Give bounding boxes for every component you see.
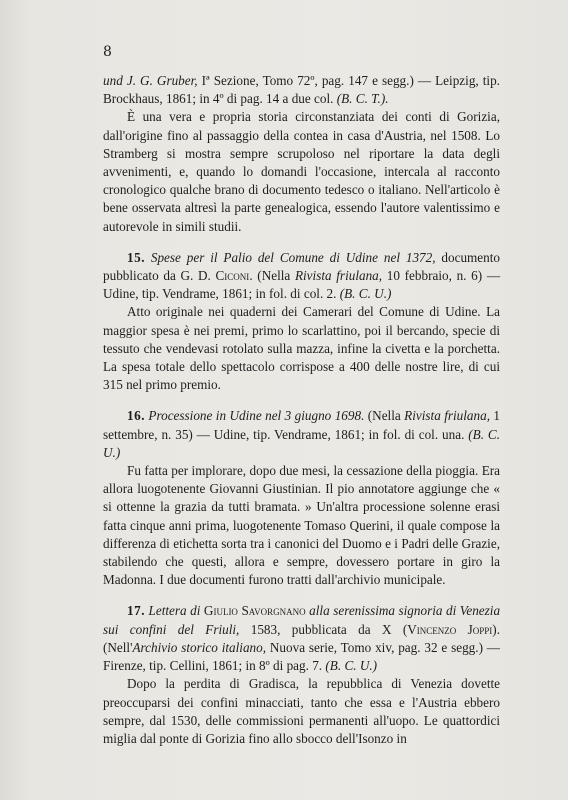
citation-part: Iª Sezione, Tomo 72º, pag. 147 e segg.) — Leipzig, tip. Brockhaus, 1861; in 4º di pag. 14 a due col. [103,73,500,107]
entry-16-citation [103,407,500,462]
page-number: 8 [103,44,112,60]
entry-16-description: Fu fatta per implorare, dopo due mesi, la cessazione della pioggia. Era allora luogotenente Giovanni Giustinian. Il pio annotatore aggiunge che « si ottenne la grazia da tutti bramata. » Un'altra processione solenne erasi fatta cinque anni prima, luogotenente Tomaso Querini, il quale compose la differenza di etichetta sorta tra i canonici del Duomo e i Padri delle Grazie, stabilendo che questi, allora e sempre, dovessero portare in giro la Madonna. I due documenti furono tratti dall'archivio municipale. [103,463,500,588]
citation-part: documento pubblicato da G. D. [103,249,500,284]
journal-name: Rivista friulana, [294,268,383,284]
editor-name: Vincenzo Joppi [407,621,493,637]
entry-gap [103,236,500,249]
library-mark: (B. C. T.). [336,91,389,107]
entry-15-description: Atto originale nei quaderni dei Camerari del Comune di Udine. La maggior spesa è nei premi, primo lo scarlattino, poi il bercando, specie di tessuto che vendevasi rotolato sulla mazza, infine la civetta e la porchetta. La spesa totale dello spettacolo corrispose a 400 delle nostre lire, di cui 315 nel primo premio. [103,304,500,393]
citation-part: 1 settembre, n. 35) — Udine, tip. Vendrame, 1861; in fol. di col. una. [103,408,501,442]
citation-part: und J. G. Gruber, [103,73,198,88]
entry-15-citation [103,249,500,304]
entry-number: 17. [127,603,145,619]
citation-part: (Nella [364,408,405,424]
entry-17-description: Dopo la perdita di Gradisca, la repubblica di Venezia dovette preoccuparsi dei confini minacciati, tanto che essa e l'Austria ebbero sempre, dal 1530, delle commissioni permanenti all'uopo. Le quattordici miglia dal ponte di Gorizia fino allo sbocco dell'Isonzo in [103,676,500,746]
journal-name: Rivista friulana, [404,408,491,424]
entry-title: Processione in Udine nel 3 giugno 1698. [148,408,365,424]
entry-17-citation [103,602,500,675]
entry-gap [103,589,500,602]
library-mark: (B. C. U.) [339,286,392,302]
citation-part: Nuova serie, Tomo xiv, pag. 32 e segg.) — Firenze, tip. Cellini, 1861; in 8º di pag. 7. [103,639,500,674]
entry-14-citation-continued [103,72,500,108]
entry-gap [103,394,500,407]
entry-number: 15. [127,249,145,265]
journal-name: Archivio storico italiano, [132,639,267,655]
entry-number: 16. [127,408,145,424]
page-body [103,72,500,748]
library-mark: (B. C. U.) [325,658,378,674]
citation-part: 10 febbraio, n. 6) — Udine, tip. Vendrame, 1861; in fol. di col. 2. [103,268,501,302]
entry-14-description: È una vera e propria storia circonstanziata dei conti di Gorizia, dall'origine fino al passaggio della contea in casa d'Austria, nel 1508. Lo Stramberg si mostra sempre scrupoloso nel riportare la data degli avvenimenti, e, quando lo domandi l'occasione, intercala al racconto cronologico qualche brano di documento tedesco o italiano. Nell'articolo è bene osservata altresì la parte genealogica, essendo l'autore valentissimo e autorevole in simili studii. [103,109,500,234]
author-name: Giulio Savorgnano [203,603,306,619]
author-name: Ciconi [215,268,250,284]
entry-title-part: Lettera di [148,603,201,619]
entry-title-part: alla serenissima signoria di Venezia sui confini del Friuli, [103,603,501,637]
citation-part: ). (Nell' [103,621,500,655]
citation-part: 1583, pubblicata da X ( [239,621,408,637]
library-mark: (B. C. U.) [103,426,500,460]
entry-title: Spese per il Palio del Comune di Udine nel 1372, [150,249,436,265]
citation-part: . (Nella [249,268,295,284]
